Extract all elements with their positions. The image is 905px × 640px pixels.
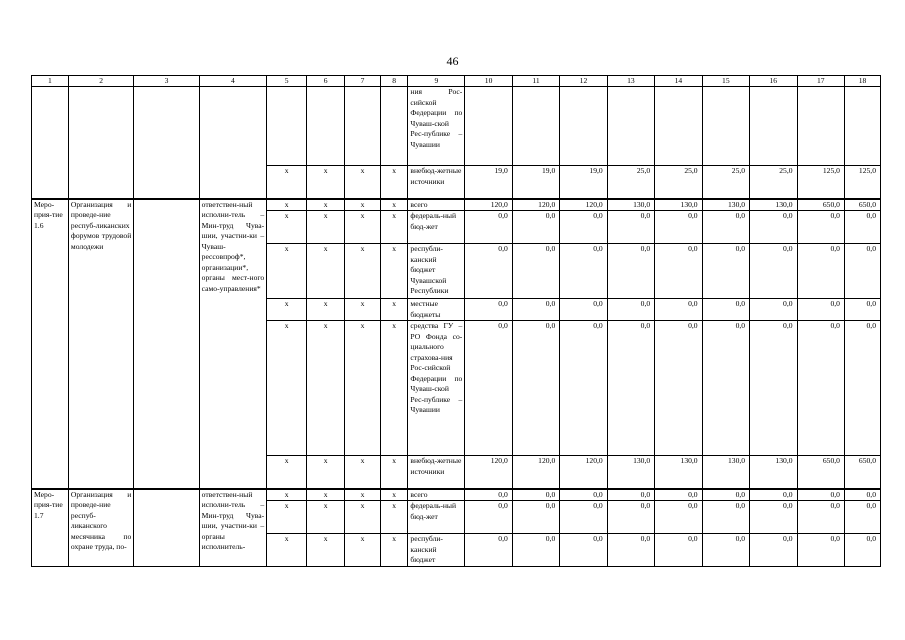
funding-source-cell: федераль-ный бюд-жет: [408, 501, 465, 534]
x-mark-cell: x: [381, 244, 408, 299]
x-mark-cell: x: [307, 299, 345, 321]
x-mark-cell: x: [381, 299, 408, 321]
x-mark-cell: x: [267, 501, 307, 534]
x-mark-cell: x: [345, 166, 381, 199]
executors-cell: ответствен-ный исполни-тель – Мин-труд Чува-шии, участни-ки – Чуваш-рессовпроф*, организации*, органы мест-ного само-управления*: [199, 199, 266, 489]
value-cell: 0,0: [512, 299, 559, 321]
value-cell: 0,0: [750, 501, 797, 534]
x-mark-cell: x: [345, 501, 381, 534]
value-cell: 130,0: [702, 456, 749, 489]
value-cell: 130,0: [607, 199, 654, 211]
x-mark-cell: x: [345, 244, 381, 299]
value-cell: 0,0: [607, 534, 654, 567]
value-cell: 650,0: [797, 199, 844, 211]
value-cell: 0,0: [702, 534, 749, 567]
funding-source-cell: всего: [408, 489, 465, 501]
column-header: 9: [408, 76, 465, 87]
value-cell: 0,0: [702, 501, 749, 534]
program-funding-table: [31, 75, 881, 567]
page-number: 46: [446, 54, 459, 68]
value-cell: 0,0: [655, 321, 702, 456]
x-mark-cell: x: [307, 166, 345, 199]
column-header: 5: [267, 76, 307, 87]
value-cell: 130,0: [655, 199, 702, 211]
value-cell: 0,0: [797, 299, 844, 321]
value-cell: 0,0: [655, 534, 702, 567]
x-mark-cell: x: [267, 534, 307, 567]
empty-cell: [797, 87, 844, 166]
value-cell: 0,0: [844, 299, 880, 321]
value-cell: 0,0: [655, 299, 702, 321]
x-mark-cell: x: [267, 166, 307, 199]
value-cell: 0,0: [512, 534, 559, 567]
funding-source-cell: средства ГУ – РО Фонда со-циального страхова-ния Рос-сийской Федерации по Чуваш-ской Рес-публике – Чувашии: [408, 321, 465, 456]
value-cell: 19,0: [465, 166, 512, 199]
measure-name-cell: [68, 87, 133, 199]
value-cell: 0,0: [655, 211, 702, 244]
funding-source-cell: республи-канский бюджет Чувашской Республики: [408, 244, 465, 299]
x-mark-cell: x: [345, 199, 381, 211]
value-cell: 0,0: [750, 321, 797, 456]
column-header: 6: [307, 76, 345, 87]
executors-cell: ответствен-ный исполни-тель – Мин-труд Чува-шии, участни-ки – органы исполнитель-: [199, 489, 266, 567]
measure-code-cell: Меро-прия-тие 1.7: [32, 489, 69, 567]
x-mark-cell: x: [307, 456, 345, 489]
column-header: 16: [750, 76, 797, 87]
value-cell: 0,0: [607, 321, 654, 456]
value-cell: 0,0: [844, 244, 880, 299]
measure-name-cell: Организация и проведе-ние респуб-ликанского месячника по охране труда, по-: [68, 489, 133, 567]
value-cell: 0,0: [465, 211, 512, 244]
x-mark-cell: x: [381, 166, 408, 199]
value-cell: 0,0: [844, 211, 880, 244]
x-mark-cell: x: [267, 456, 307, 489]
value-cell: 0,0: [560, 211, 607, 244]
x-mark-cell: x: [345, 211, 381, 244]
value-cell: 0,0: [797, 211, 844, 244]
value-cell: 0,0: [512, 321, 559, 456]
value-cell: 25,0: [655, 166, 702, 199]
value-cell: 0,0: [844, 321, 880, 456]
empty-cell: [702, 87, 749, 166]
empty-cell: [607, 87, 654, 166]
value-cell: 0,0: [750, 534, 797, 567]
x-mark-cell: x: [267, 489, 307, 501]
column-header: 4: [199, 76, 266, 87]
value-cell: 0,0: [655, 244, 702, 299]
value-cell: 0,0: [560, 501, 607, 534]
value-cell: 120,0: [560, 456, 607, 489]
x-mark-cell: x: [345, 321, 381, 456]
value-cell: 0,0: [607, 299, 654, 321]
x-mark-cell: x: [381, 199, 408, 211]
funding-source-cell: внебюд-жетные источники: [408, 166, 465, 199]
value-cell: 125,0: [797, 166, 844, 199]
empty-cell: [267, 87, 307, 166]
x-mark-cell: x: [267, 199, 307, 211]
measure-name-cell: Организация и проведе-ние респуб-ликанских форумов трудовой молодежи: [68, 199, 133, 489]
value-cell: 0,0: [607, 211, 654, 244]
value-cell: 0,0: [750, 244, 797, 299]
table-row: [32, 87, 881, 166]
value-cell: 25,0: [750, 166, 797, 199]
value-cell: 650,0: [844, 456, 880, 489]
x-mark-cell: x: [307, 489, 345, 501]
column-header: 14: [655, 76, 702, 87]
value-cell: 0,0: [655, 501, 702, 534]
value-cell: 130,0: [750, 456, 797, 489]
empty-cell: [560, 87, 607, 166]
value-cell: 0,0: [560, 489, 607, 501]
column-header: 12: [560, 76, 607, 87]
x-mark-cell: x: [381, 321, 408, 456]
value-cell: 130,0: [655, 456, 702, 489]
funding-source-cell: всего: [408, 199, 465, 211]
value-cell: 0,0: [512, 501, 559, 534]
value-cell: 130,0: [702, 199, 749, 211]
measure-code-cell: [32, 87, 69, 199]
value-cell: 0,0: [797, 244, 844, 299]
value-cell: 130,0: [750, 199, 797, 211]
value-cell: 0,0: [465, 299, 512, 321]
value-cell: 0,0: [560, 534, 607, 567]
column-3-cell: [134, 199, 199, 489]
column-header: 1: [32, 76, 69, 87]
empty-cell: [345, 87, 381, 166]
value-cell: 0,0: [702, 299, 749, 321]
empty-cell: [655, 87, 702, 166]
value-cell: 125,0: [844, 166, 880, 199]
empty-cell: [844, 87, 880, 166]
value-cell: 0,0: [844, 489, 880, 501]
column-3-cell: [134, 489, 199, 567]
value-cell: 0,0: [750, 299, 797, 321]
x-mark-cell: x: [381, 534, 408, 567]
value-cell: 0,0: [750, 489, 797, 501]
value-cell: 0,0: [844, 501, 880, 534]
column-header: 15: [702, 76, 749, 87]
value-cell: 0,0: [797, 501, 844, 534]
x-mark-cell: x: [307, 321, 345, 456]
empty-cell: [381, 87, 408, 166]
value-cell: 0,0: [797, 534, 844, 567]
funding-source-cell: республи-канский бюджет: [408, 534, 465, 567]
empty-cell: [512, 87, 559, 166]
value-cell: 0,0: [607, 501, 654, 534]
value-cell: 0,0: [465, 501, 512, 534]
value-cell: 0,0: [702, 321, 749, 456]
x-mark-cell: x: [381, 456, 408, 489]
column-header: 2: [68, 76, 133, 87]
column-header: 3: [134, 76, 199, 87]
x-mark-cell: x: [345, 534, 381, 567]
column-header: 10: [465, 76, 512, 87]
value-cell: 120,0: [465, 199, 512, 211]
x-mark-cell: x: [267, 321, 307, 456]
column-header: 17: [797, 76, 844, 87]
x-mark-cell: x: [307, 501, 345, 534]
x-mark-cell: x: [307, 244, 345, 299]
value-cell: 0,0: [465, 534, 512, 567]
column-header: 13: [607, 76, 654, 87]
x-mark-cell: x: [345, 299, 381, 321]
value-cell: 0,0: [607, 489, 654, 501]
x-mark-cell: x: [345, 456, 381, 489]
column-header: 8: [381, 76, 408, 87]
value-cell: 19,0: [512, 166, 559, 199]
column-number-row: [32, 76, 881, 87]
value-cell: 19,0: [560, 166, 607, 199]
x-mark-cell: x: [307, 211, 345, 244]
value-cell: 0,0: [844, 534, 880, 567]
x-mark-cell: x: [345, 489, 381, 501]
value-cell: 0,0: [702, 244, 749, 299]
value-cell: 0,0: [655, 489, 702, 501]
value-cell: 25,0: [702, 166, 749, 199]
x-mark-cell: x: [267, 244, 307, 299]
value-cell: 0,0: [560, 299, 607, 321]
funding-source-cell: местные бюджеты: [408, 299, 465, 321]
value-cell: 120,0: [512, 456, 559, 489]
empty-cell: [307, 87, 345, 166]
empty-cell: [465, 87, 512, 166]
value-cell: 0,0: [560, 321, 607, 456]
value-cell: 0,0: [465, 244, 512, 299]
x-mark-cell: x: [307, 534, 345, 567]
value-cell: 130,0: [607, 456, 654, 489]
x-mark-cell: x: [381, 211, 408, 244]
column-3-cell: [134, 87, 199, 199]
value-cell: 0,0: [465, 321, 512, 456]
value-cell: 0,0: [702, 489, 749, 501]
table-body: [32, 87, 881, 567]
funding-source-cell: внебюд-жетные источники: [408, 456, 465, 489]
column-header: 11: [512, 76, 559, 87]
value-cell: 0,0: [512, 489, 559, 501]
value-cell: 0,0: [702, 211, 749, 244]
funding-source-cell: ния Рос-сийской Федерации по Чуваш-ской Рес-публике – Чувашии: [408, 87, 465, 166]
value-cell: 120,0: [512, 199, 559, 211]
table-row: [32, 199, 881, 211]
x-mark-cell: x: [267, 299, 307, 321]
value-cell: 120,0: [465, 456, 512, 489]
x-mark-cell: x: [381, 501, 408, 534]
value-cell: 0,0: [512, 244, 559, 299]
value-cell: 120,0: [560, 199, 607, 211]
value-cell: 25,0: [607, 166, 654, 199]
value-cell: 0,0: [797, 489, 844, 501]
value-cell: 0,0: [512, 211, 559, 244]
table-row: [32, 489, 881, 501]
empty-cell: [750, 87, 797, 166]
value-cell: 0,0: [560, 244, 607, 299]
value-cell: 650,0: [844, 199, 880, 211]
x-mark-cell: x: [307, 199, 345, 211]
column-header: 7: [345, 76, 381, 87]
value-cell: 0,0: [607, 244, 654, 299]
value-cell: 650,0: [797, 456, 844, 489]
funding-source-cell: федераль-ный бюд-жет: [408, 211, 465, 244]
x-mark-cell: x: [381, 489, 408, 501]
column-header: 18: [844, 76, 880, 87]
x-mark-cell: x: [267, 211, 307, 244]
value-cell: 0,0: [465, 489, 512, 501]
executors-cell: [199, 87, 266, 199]
value-cell: 0,0: [750, 211, 797, 244]
measure-code-cell: Меро-прия-тие 1.6: [32, 199, 69, 489]
value-cell: 0,0: [797, 321, 844, 456]
